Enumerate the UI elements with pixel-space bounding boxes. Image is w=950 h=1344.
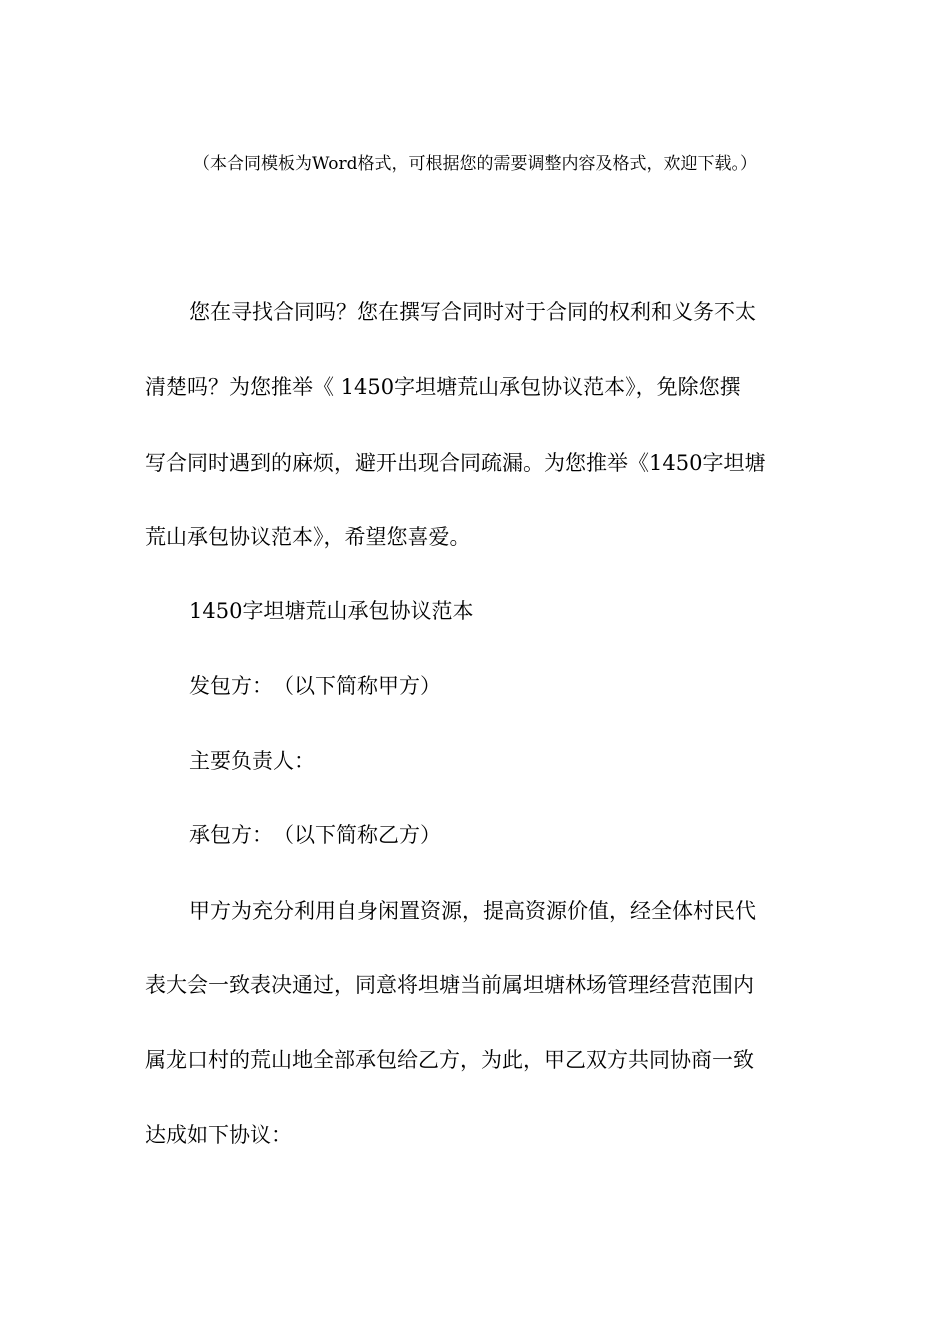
body-line-2: 表大会一致表决通过，同意将坦塘当前属坦塘林场管理经营范围内 <box>145 973 754 997</box>
principal-line: 主要负责人： <box>189 749 315 773</box>
template-note: （本合同模板为Word格式，可根据您的需要调整内容及格式，欢迎下载。） <box>192 154 758 174</box>
intro-line-3: 写合同时遇到的麻烦，避开出现合同疏漏。为您推举《1450字坦塘 <box>145 451 766 475</box>
body-line-3: 属龙口村的荒山地全部承包给乙方，为此，甲乙双方共同协商一致 <box>145 1048 754 1072</box>
party-a-line: 发包方： （以下简称甲方） <box>189 674 441 698</box>
intro-line-4: 荒山承包协议范本》，希望您喜爱。 <box>145 525 471 549</box>
body-line-4: 达成如下协议： <box>145 1123 292 1147</box>
intro-line-2: 清楚吗？为您推举《 1450字坦塘荒山承包协议范本》，免除您撰 <box>145 375 741 399</box>
intro-line-1: 您在寻找合同吗？您在撰写合同时对于合同的权利和义务不太 <box>189 300 756 324</box>
party-b-line: 承包方： （以下简称乙方） <box>189 823 441 847</box>
body-line-1: 甲方为充分利用自身闲置资源，提高资源价值，经全体村民代 <box>189 899 756 923</box>
contract-title: 1450字坦塘荒山承包协议范本 <box>189 599 474 623</box>
